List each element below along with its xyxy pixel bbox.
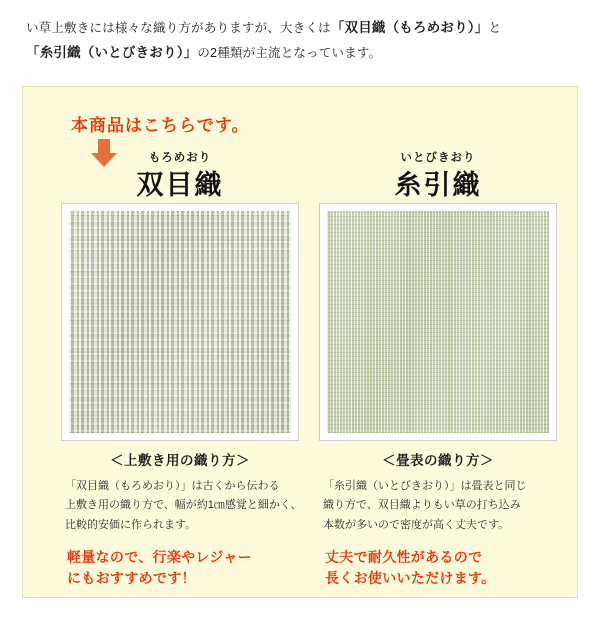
- caption-itobikiori: ＜畳表の織り方＞: [382, 453, 494, 468]
- intro-term-moromeori: 「双目織（もろめおり）」: [330, 20, 489, 35]
- caption-moromeori: ＜上敷き用の織り方＞: [110, 453, 250, 468]
- intro-text-1a: い草上敷きには様々な織り方がありますが、大きくは: [26, 21, 331, 35]
- intro-line-1: [26, 16, 574, 41]
- description-line: 上敷き用の織り方で、幅が約1㎝感覚と細かく、: [65, 499, 302, 512]
- callout-this-product: 本商品はこちらです。: [71, 116, 250, 135]
- promo-line: 丈夫で耐久性があるので: [325, 549, 483, 565]
- heading-moromeori: 双目織: [136, 170, 224, 200]
- intro-paragraph: [0, 0, 600, 66]
- comparison-panel: [22, 86, 578, 598]
- photo-itobikiori: [319, 203, 557, 441]
- promo-moromeori: [67, 547, 303, 589]
- intro-line-2: [26, 41, 574, 66]
- promo-line: にもおすすめです！: [67, 570, 196, 586]
- ruby-itobikiori: いとびきおり: [400, 152, 476, 164]
- description-moromeori: [65, 477, 302, 535]
- promo-line: 軽量なので、行楽やレジャー: [67, 549, 252, 565]
- description-line: 比較的安価に作られます。: [65, 518, 197, 531]
- description-line: 本数が多いので密度が高く丈夫です。: [323, 518, 510, 531]
- description-itobikiori: [323, 477, 555, 535]
- heading-itobikiori: 糸引織: [394, 170, 482, 200]
- ruby-moromeori: もろめおり: [148, 152, 212, 164]
- description-line: 「糸引織（いとびきおり）」は畳表と同じ: [323, 480, 527, 492]
- thread-weave-texture: [327, 211, 549, 433]
- promo-itobikiori: [325, 547, 561, 589]
- photo-moromeori: [61, 203, 299, 441]
- intro-term-itobikiori: 「糸引織（いとびきおり）」: [26, 44, 198, 60]
- intro-text-2b: の2種類が主流となっています。: [197, 45, 382, 60]
- description-line: 「双目織（もろめおり）」は古くから伝わる: [65, 480, 280, 492]
- promo-line: 長くお使いいただけます。: [325, 570, 496, 586]
- description-line: 織り方で、双目織よりもい草の打ち込み: [323, 499, 521, 512]
- intro-text-1c: と: [488, 21, 502, 35]
- double-weave-texture: [69, 211, 291, 433]
